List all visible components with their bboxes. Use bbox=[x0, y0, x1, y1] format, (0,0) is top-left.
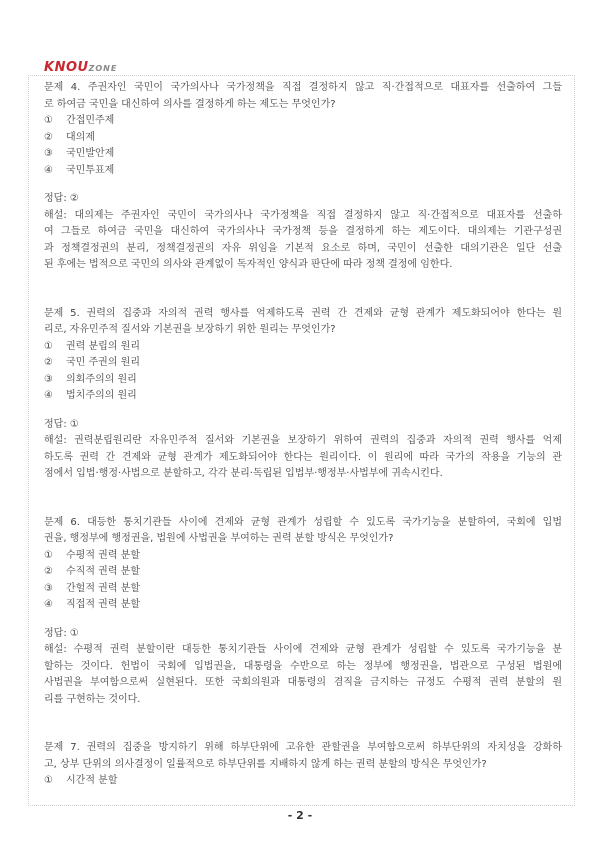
explanation-text: 과 정책결정권의 분리, 정책결정권의 자유 위임을 기본적 요소로 하며, 국민이 선출한 대의기관은 일단 선출 bbox=[44, 242, 562, 254]
explanation-text: 된 후에는 법적으로 국민의 의사와 관계없이 독자적인 양식과 판단에 따라 정책 결정에 임한다. bbox=[44, 259, 453, 270]
answer-option bbox=[44, 146, 562, 163]
answer-label: 정답: ② bbox=[44, 193, 79, 204]
option-text: 직접적 권력 분할 bbox=[66, 599, 140, 610]
question-text: 문제 6. 대등한 통치기관들 사이에 견제와 균형 관계가 성립할 수 있도록 국가기능을 분할하여, 국회에 입법 bbox=[44, 516, 562, 528]
spacer bbox=[44, 708, 562, 740]
page-number: - 2 - bbox=[287, 809, 313, 822]
answer-option bbox=[44, 773, 562, 790]
answer-option bbox=[44, 113, 562, 130]
option-number: ④ bbox=[44, 390, 53, 401]
question-text: 리로, 자유민주적 질서와 기본권을 보장하기 위한 원리는 무엇인가? bbox=[44, 324, 336, 335]
explanation-text: 해설: 수평적 권력 분할이란 대등한 통치기관들 사이에 견제와 균형 관계가 성립할 수 있도록 국가기능을 분 bbox=[44, 644, 562, 655]
explanation-text: 점에서 입법·행정·사법으로 분할하고, 각각 분리·독립된 입법부·행정부·사법부에 귀속시킨다. bbox=[44, 468, 443, 479]
answer-option bbox=[44, 372, 562, 389]
question-text: 문제 4. 주권자인 국민이 국가의사나 국가정책을 직접 결정하지 않고 직·간접적으로 대표자를 선출하여 그들 bbox=[44, 82, 562, 93]
answer-option bbox=[44, 163, 562, 180]
option-text: 시간적 분할 bbox=[66, 775, 118, 786]
option-number: ③ bbox=[44, 582, 53, 594]
explanation-text: 여 그들로 하여금 국민을 대신하여 국가의사나 국가정책 등을 결정하게 하는 제도이다. 대의제는 기관구성권 bbox=[44, 226, 562, 237]
explanation-text: 하도록 권력 간 견제와 균형 관계가 제도화되어야 한다는 원리이다. 이 원리에 따라 국가의 작용을 기능의 관 bbox=[44, 451, 562, 463]
answer-option bbox=[44, 339, 562, 356]
question-text: 문제 5. 권력의 집중과 자의적 권력 행사를 억제하도록 권력 간 견제와 균형 관계가 제도화되어야 한다는 원 bbox=[44, 307, 562, 319]
explanation-text: 할하는 것이다. 헌법이 국회에 입법권을, 대통령을 수반으로 하는 정부에 행정권을, 법관으로 구성된 법원에 bbox=[44, 660, 562, 672]
spacer bbox=[44, 179, 562, 191]
option-text: 국민투표제 bbox=[66, 164, 115, 176]
option-text: 국민발안제 bbox=[66, 148, 115, 159]
document-body bbox=[44, 80, 562, 790]
option-text: 의회주의의 원리 bbox=[66, 373, 137, 385]
explanation-text: 사법권을 부여함으로써 실현된다. 또한 국회의원과 대통령의 겸직을 금지하는 규정도 수평적 권력 분할의 원 bbox=[44, 677, 562, 688]
option-number: ① bbox=[44, 340, 53, 352]
option-number: ② bbox=[44, 357, 53, 368]
option-text: 수직적 권력 분할 bbox=[66, 566, 140, 577]
option-text: 대의제 bbox=[66, 131, 95, 143]
explanation-text: 해설: 대의제는 주권자인 국민이 국가의사나 국가정책을 직접 결정하지 않고 직·간접적으로 대표자를 선출하 bbox=[44, 209, 562, 221]
option-number: ③ bbox=[44, 373, 53, 385]
answer-option bbox=[44, 597, 562, 614]
option-text: 간접민주제 bbox=[66, 115, 115, 126]
explanation-text: 해설: 권력분립원리란 자유민주적 질서와 기본권을 보장하기 위하여 권력의 집중과 자의적 권력 행사를 억제 bbox=[44, 435, 562, 446]
question-text: 고, 상부 단위의 의사결정이 일률적으로 하부단위를 지배하지 않게 하는 권력 분할의 방식은 무엇인가? bbox=[44, 758, 487, 770]
option-number: ① bbox=[44, 775, 53, 786]
question-text: 로 하여금 국민을 대신하여 의사를 결정하게 하는 제도는 무엇인가? bbox=[44, 98, 336, 110]
option-text: 법치주의의 원리 bbox=[66, 390, 137, 401]
spacer bbox=[44, 405, 562, 417]
spacer bbox=[44, 614, 562, 626]
question-text: 문제 7. 권력의 집중을 방지하기 위해 하부단위에 고유한 관할권을 부여함으로써 하부단위의 자치성을 강화하 bbox=[44, 742, 562, 753]
answer-option bbox=[44, 388, 562, 405]
answer-label: 정답: ① bbox=[44, 418, 79, 430]
option-number: ② bbox=[44, 131, 53, 143]
answer-label: 정답: ① bbox=[44, 627, 79, 639]
option-number: ② bbox=[44, 566, 53, 577]
answer-option bbox=[44, 355, 562, 372]
option-number: ① bbox=[44, 549, 53, 561]
spacer bbox=[44, 483, 562, 515]
option-text: 간헐적 권력 분할 bbox=[66, 582, 140, 594]
answer-option bbox=[44, 130, 562, 147]
option-number: ① bbox=[44, 115, 53, 126]
option-number: ④ bbox=[44, 164, 53, 176]
knouzone-logo: KNOUZONE bbox=[44, 60, 118, 75]
answer-option bbox=[44, 548, 562, 565]
option-text: 국민 주권의 원리 bbox=[66, 357, 140, 368]
question-text: 권을, 행정부에 행정권을, 법원에 사법권을 부여하는 권력 분할 방식은 무엇인가? bbox=[44, 533, 394, 544]
option-number: ③ bbox=[44, 148, 53, 159]
answer-option bbox=[44, 581, 562, 598]
option-text: 권력 분립의 원리 bbox=[66, 340, 140, 352]
option-number: ④ bbox=[44, 599, 53, 610]
answer-option bbox=[44, 564, 562, 581]
explanation-text: 리를 구현하는 것이다. bbox=[44, 693, 141, 705]
spacer bbox=[44, 274, 562, 306]
option-text: 수평적 권력 분할 bbox=[66, 549, 140, 561]
